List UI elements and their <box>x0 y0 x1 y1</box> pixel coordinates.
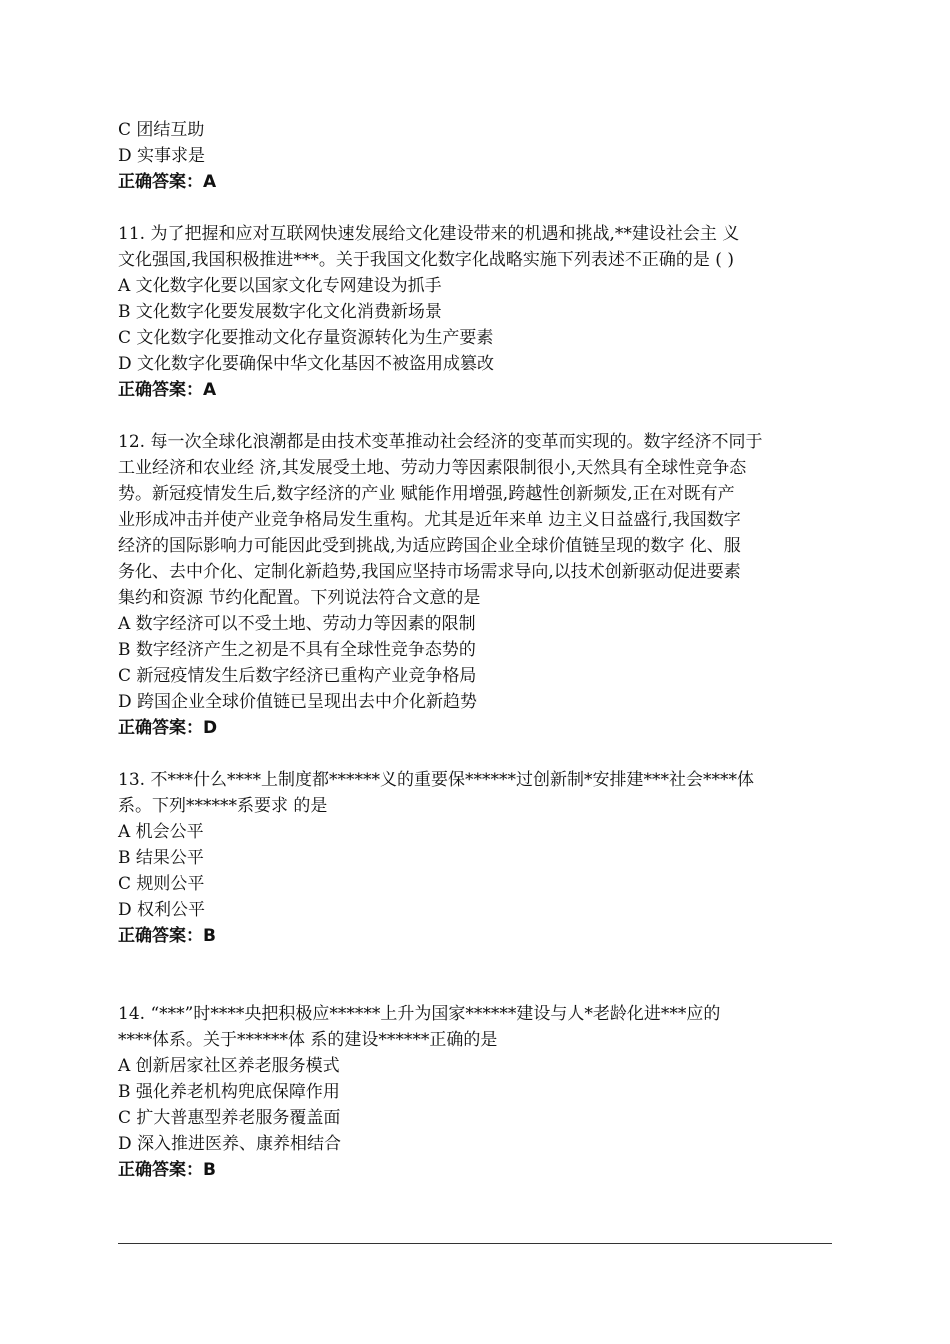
option-c: C 文化数字化要推动文化存量资源转化为生产要素 <box>118 328 494 348</box>
option-d: D 文化数字化要确保中华文化基因不被盗用成篡改 <box>118 354 495 374</box>
question-stem-line: 业形成冲击并使产业竞争格局发生重构。尤其是近年来单 边主义日益盛行,我国数字 <box>118 510 741 530</box>
option-d: D 深入推进医养、康养相结合 <box>118 1134 342 1154</box>
option-b: B 数字经济产生之初是不具有全球性竞争态势的 <box>118 640 476 660</box>
question-13 <box>118 767 834 949</box>
option-c: C 团结互助 <box>118 120 205 140</box>
option-d: D 实事求是 <box>118 146 206 166</box>
option-b: B 强化养老机构兜底保障作用 <box>118 1082 340 1102</box>
question-stem-line: 12. 每一次全球化浪潮都是由技术变革推动社会经济的变革而实现的。数字经济不同于 <box>118 432 763 452</box>
question-stem-line: 13. 不***什么****上制度都******义的重要保******过创新制*安排建***社会****体 <box>118 770 754 790</box>
question-stem-line: 14. “***”时****央把积极应******上升为国家******建设与人*老龄化进***应的 <box>118 1004 721 1024</box>
question-12 <box>118 429 834 741</box>
question-stem-line: 务化、去中介化、定制化新趋势,我国应坚持市场需求导向,以技术创新驱动促进要素 <box>118 562 741 582</box>
correct-answer: 正确答案：B <box>118 926 216 946</box>
question-stem-line: 系。下列******系要求 的是 <box>118 796 328 816</box>
correct-answer: 正确答案：A <box>118 380 217 400</box>
question-stem-line: 经济的国际影响力可能因此受到挑战,为适应跨国企业全球价值链呈现的数字 化、服 <box>118 536 741 556</box>
question-14 <box>118 1001 834 1183</box>
question-stem-line: 工业经济和农业经 济,其发展受土地、劳动力等因素限制很小,天然具有全球性竞争态 <box>118 458 747 478</box>
option-c: C 扩大普惠型养老服务覆盖面 <box>118 1108 341 1128</box>
option-b: B 结果公平 <box>118 848 204 868</box>
option-c: C 规则公平 <box>118 874 205 894</box>
footer-divider <box>118 1243 832 1244</box>
correct-answer: 正确答案：B <box>118 1160 216 1180</box>
document-body <box>118 117 834 1183</box>
question-stem-line: ****体系。关于******体 系的建设******正确的是 <box>118 1030 498 1050</box>
option-c: C 新冠疫情发生后数字经济已重构产业竞争格局 <box>118 666 477 686</box>
question-stem-line: 集约和资源 节约化配置。下列说法符合文意的是 <box>118 588 481 608</box>
option-d: D 跨国企业全球价值链已呈现出去中介化新趋势 <box>118 692 478 712</box>
option-a: A 数字经济可以不受土地、劳动力等因素的限制 <box>118 614 476 634</box>
option-b: B 文化数字化要发展数字化文化消费新场景 <box>118 302 442 322</box>
correct-answer: 正确答案：A <box>118 172 217 192</box>
correct-answer: 正确答案：D <box>118 718 218 738</box>
option-a: A 创新居家社区养老服务模式 <box>118 1056 340 1076</box>
option-a: A 文化数字化要以国家文化专网建设为抓手 <box>118 276 442 296</box>
question-11 <box>118 221 834 403</box>
question-stem-line: 势。新冠疫情发生后,数字经济的产业 赋能作用增强,跨越性创新频发,正在对既有产 <box>118 484 735 504</box>
option-d: D 权利公平 <box>118 900 206 920</box>
option-a: A 机会公平 <box>118 822 204 842</box>
question-10-fragment <box>118 117 834 195</box>
question-stem-line: 文化强国,我国积极推进***。关于我国文化数字化战略实施下列表述不正确的是 ( ) <box>118 250 734 270</box>
question-stem-line: 11. 为了把握和应对互联网快速发展给文化建设带来的机遇和挑战,**建设社会主 义 <box>118 224 740 244</box>
